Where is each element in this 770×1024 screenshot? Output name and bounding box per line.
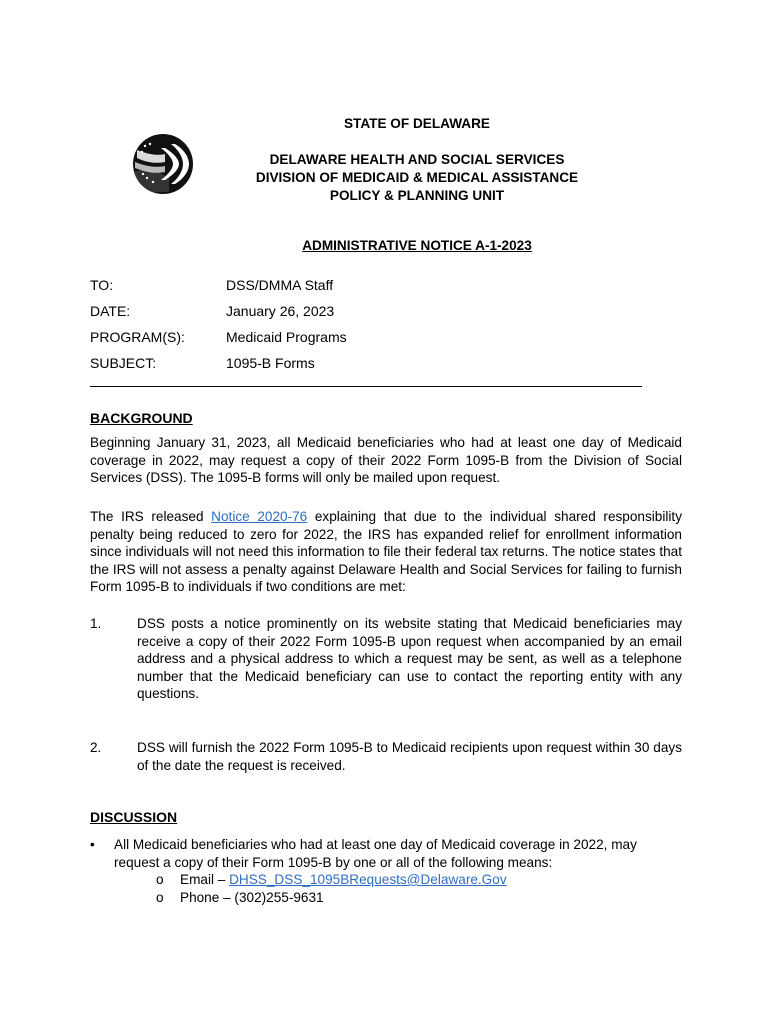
meta-label: TO: [90,277,114,293]
meta-value: 1095-B Forms [226,355,315,371]
meta-label: SUBJECT: [90,355,157,371]
meta-label: DATE: [90,303,131,319]
sub-bullet-icon: o [156,872,164,887]
email-label: Email – [180,872,230,887]
meta-row-to [90,277,650,295]
background-paragraph-1: Beginning January 31, 2023, all Medicaid beneficiaries who had at least one day of Medicaid coverage in 2022, may request a copy of their 2022 Form 1095-B from the Division of Social Services (DSS). The 1095-B forms will only be mailed upon request. [90,435,682,486]
meta-value: Medicaid Programs [226,329,347,345]
email-link[interactable]: DHSS_DSS_1095BRequests@Delaware.Gov [229,872,507,887]
item-number: 2. [90,740,102,755]
paragraph-text: The IRS released [90,509,212,524]
meta-row-date [90,303,650,321]
header-state: STATE OF DELAWARE [343,116,490,131]
paragraph-text: explaining that due to the individual shared responsibility penalty being reduced to zero for 2022, the IRS has expanded relief for enrollment information since individuals will not need this information to file their federal tax returns. The notice states that the IRS will not assess a penalty against Delaware Health and Social Services for failing to furnish Form 1095-B to individuals if two conditions are met: [90,509,683,595]
sub-item-phone [156,889,324,907]
item-text: DSS posts a notice prominently on its website stating that Medicaid beneficiaries may receive a copy of their 2022 Form 1095-B upon request when accompanied by an email address and a physical address to which a request may be sent, as well as a telephone number that the Medicaid beneficiary can use to contact the reporting entity with any questions. [137,616,682,702]
meta-label: PROGRAM(S): [90,329,185,345]
delaware-hss-logo-icon [131,132,195,196]
irs-notice-link[interactable]: Notice 2020-76 [211,509,308,524]
sub-item-email [156,871,507,889]
bullet-text: All Medicaid beneficiaries who had at least one day of Medicaid coverage in 2022, may request a copy of their Form 1095-B by one or all of the following means: [114,837,637,870]
discussion-heading: DISCUSSION [90,809,178,825]
meta-value: January 26, 2023 [226,303,335,319]
bullet-icon: • [90,837,95,852]
item-text: DSS will furnish the 2022 Form 1095-B to Medicaid recipients upon request within 30 days of the date the request is received. [137,740,682,773]
meta-row-subject [90,355,650,373]
phone-text: Phone – (302)255-9631 [180,890,324,905]
background-paragraph-2 [90,508,682,596]
meta-value: DSS/DMMA Staff [226,277,334,293]
notice-title: ADMINISTRATIVE NOTICE A-1-2023 [302,238,532,253]
background-heading: BACKGROUND [90,410,193,426]
meta-row-programs [90,329,650,347]
item-number: 1. [90,616,102,631]
header-lines [212,151,622,205]
header-department: DELAWARE HEALTH AND SOCIAL SERVICES [269,152,565,167]
horizontal-divider [90,386,642,387]
sub-bullet-icon: o [156,890,164,905]
header-unit: POLICY & PLANNING UNIT [329,188,505,203]
header-division: DIVISION OF MEDICAID & MEDICAL ASSISTANCE [255,170,579,185]
